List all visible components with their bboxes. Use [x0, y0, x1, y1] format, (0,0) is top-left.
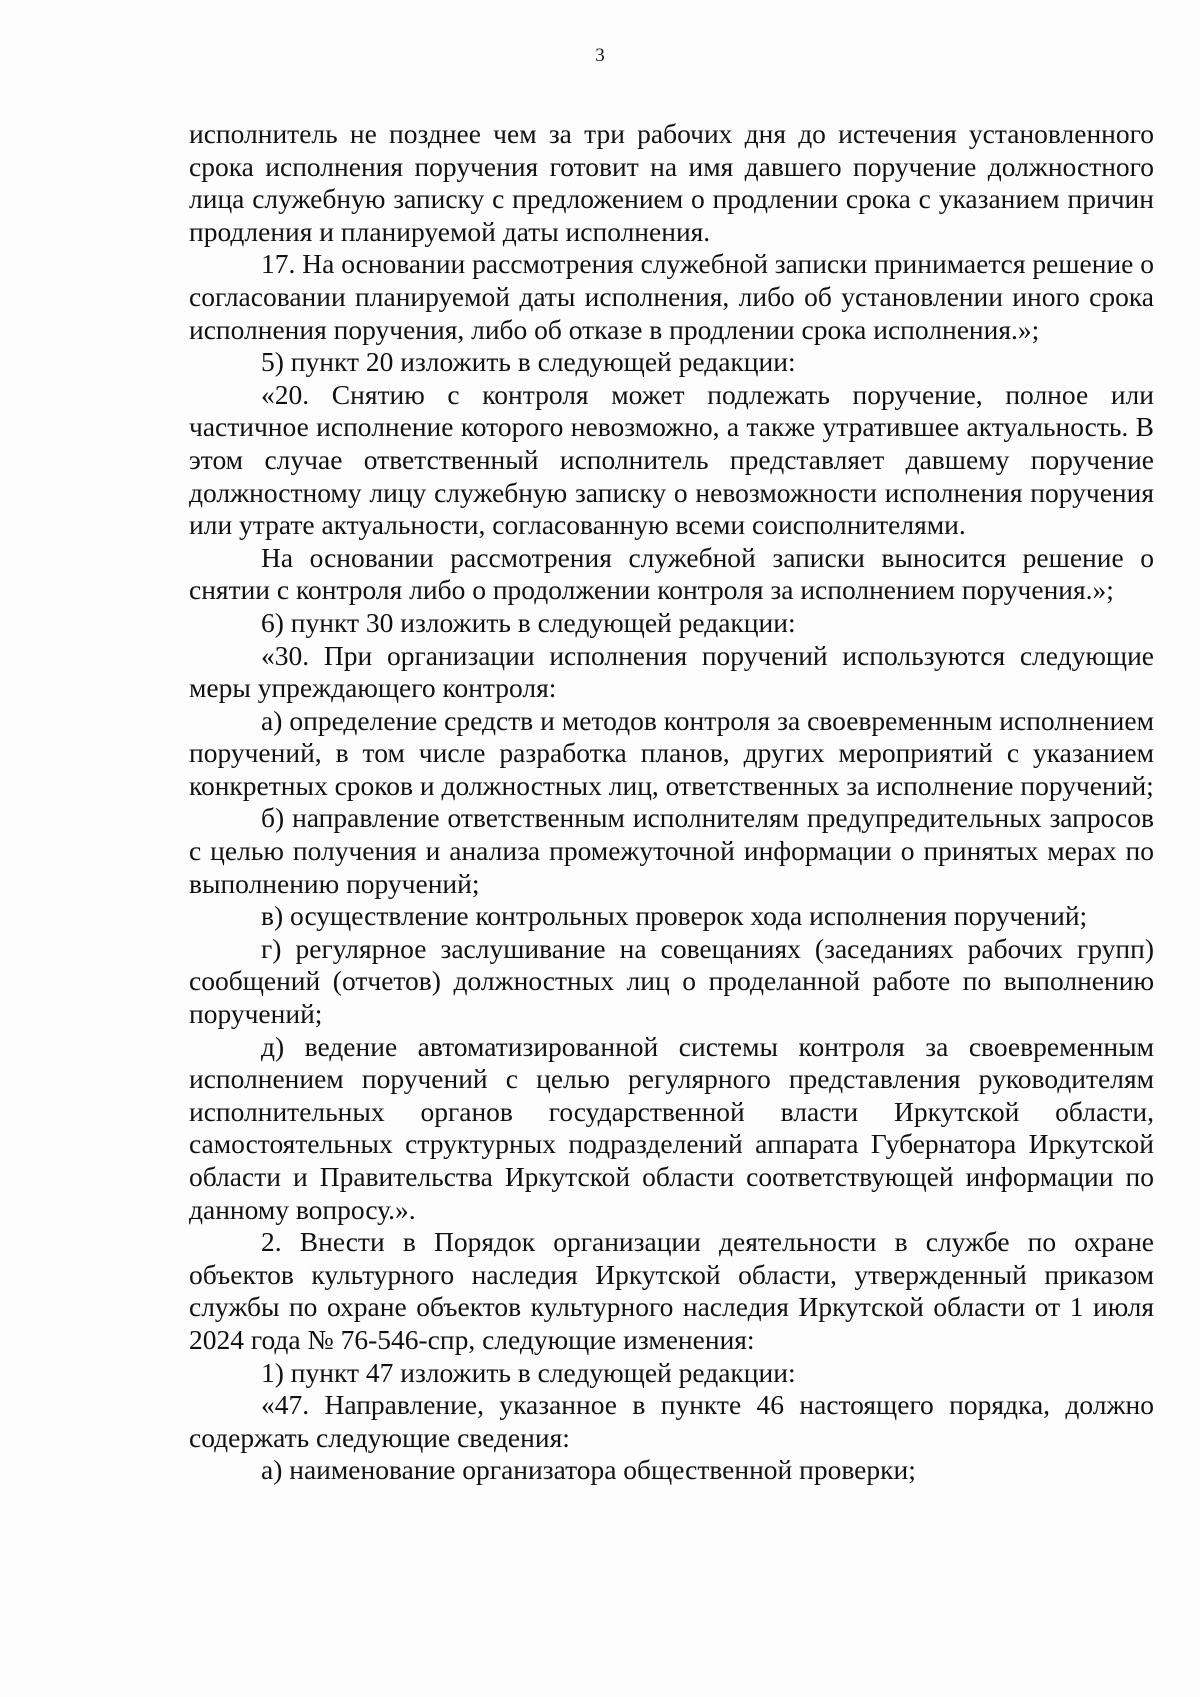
paragraph: а) наименование организатора общественной проверки; [261, 1454, 916, 1486]
paragraph: д) ведение автоматизированной системы контроля за своевременным исполнением поручений с целью регулярного представления руководителям исполнительных органов государственной власти Иркутской области, самостоятельных структурных подразделений аппарата Губернатора Иркутской области и Правительства Иркутской области соответствующей информации по данному вопросу.». [189, 1030, 1154, 1225]
paragraph: «20. Снятию с контроля может подлежать поручение, полное или частичное исполнение которого невозможно, а также утратившее актуальность. В этом случае ответственный исполнитель представляет давшему поручение должностному лицу служебную записку о невозможности исполнения поручения или утрате актуальности, согласованную всеми соисполнителями. [189, 378, 1154, 541]
paragraph: г) регулярное заслушивание на совещаниях (заседаниях рабочих групп) сообщений (отчетов) должностных лиц о проделанной работе по выполнению поручений; [189, 932, 1154, 1030]
paragraph: 5) пункт 20 изложить в следующей редакции: [261, 346, 796, 378]
paragraph: «30. При организации исполнения поручений используются следующие меры упреждающего контроля: [189, 639, 1154, 704]
paragraph: 6) пункт 30 изложить в следующей редакции: [261, 606, 796, 638]
paragraph: а) определение средств и методов контроля за своевременным исполнением поручений, в том числе разработка планов, других мероприятий с указанием конкретных сроков и должностных лиц, ответственных за исполнение поручений; [189, 704, 1154, 801]
document-body [189, 118, 1154, 1487]
paragraph: исполнитель не позднее чем за три рабочих дня до истечения установленного срока исполнения поручения готовит на имя давшего поручение должностного лица служебную записку с предложением о продлении срока с указанием причин продления и планируемой даты исполнения. [189, 118, 1154, 247]
page-number: 3 [595, 45, 605, 66]
paragraph: 17. На основании рассмотрения служебной записки принимается решение о согласовании планируемой даты исполнения, либо об установлении иного срока исполнения поручения, либо об отказе в продлении срока исполнения.»; [189, 248, 1155, 345]
paragraph: 1) пункт 47 изложить в следующей редакции: [261, 1356, 796, 1388]
paragraph: «47. Направление, указанное в пункте 46 настоящего порядка, должно содержать следующие сведения: [189, 1389, 1154, 1453]
paragraph: б) направление ответственным исполнителям предупредительных запросов с целью получения и анализа промежуточной информации о принятых мерах по выполнению поручений; [189, 802, 1154, 899]
paragraph: 2. Внести в Порядок организации деятельности в службе по охране объектов культурного наследия Иркутской области, утвержденный приказом службы по охране объектов культурного наследия Иркутской области от 1 июля 2024 года № 76-546-спр, следующие изменения: [189, 1226, 1154, 1355]
paragraph: в) осуществление контрольных проверок хода исполнения поручений; [261, 900, 1088, 932]
paragraph: На основании рассмотрения служебной записки выносится решение о снятии с контроля либо о продолжении контроля за исполнением поручения.»; [189, 541, 1154, 606]
